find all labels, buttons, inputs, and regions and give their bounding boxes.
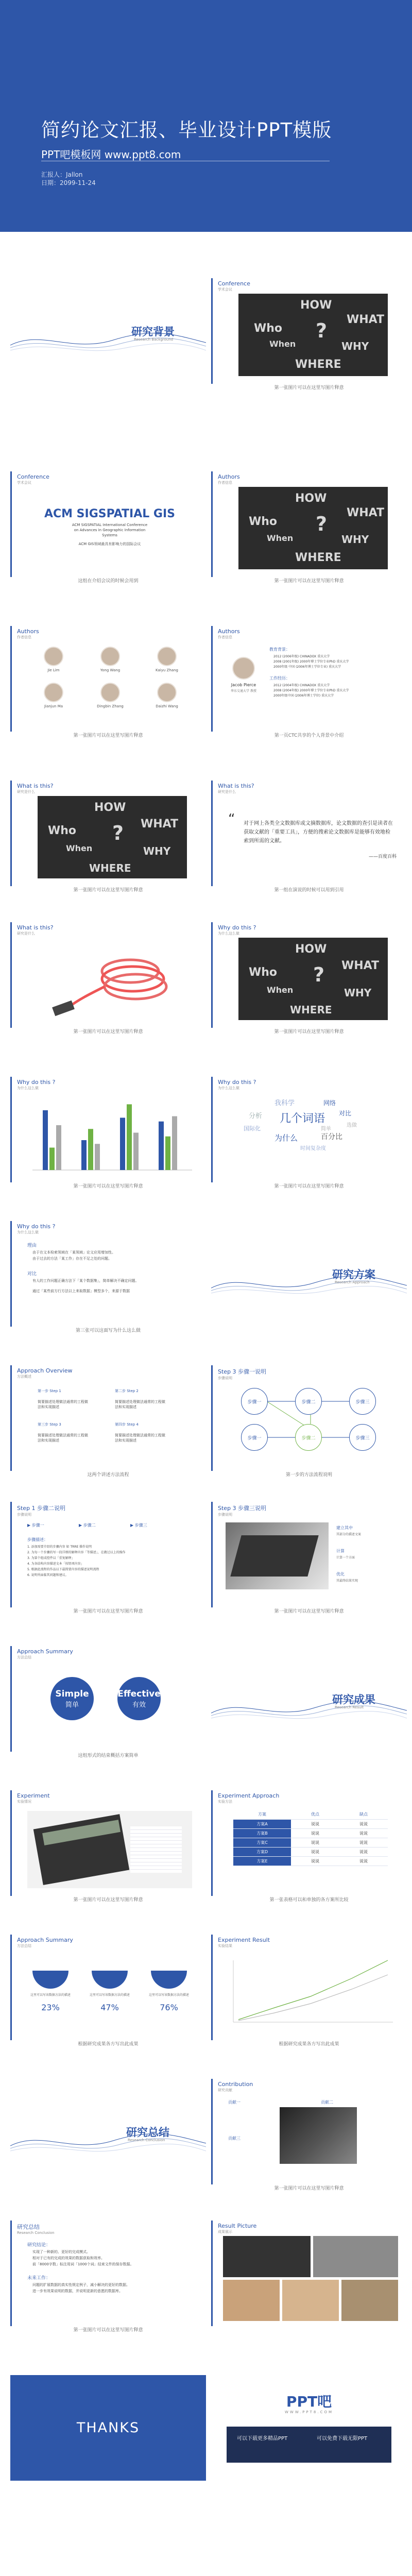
image-caption: 根据研究成果各方写出此成果 [279,2042,339,2047]
image-caption: 第三张可以这面写为什么这么做 [75,1328,141,1333]
experiment-approach-slide [211,1790,407,1896]
table-cell: 方案C [233,1838,291,1847]
slide-subtitle: 学术会议 [218,287,232,292]
tab-label: 步骤一 [31,1523,44,1528]
slide-title: Step 3 步骤一说明 [218,1368,267,1375]
slide-subtitle: Research Conclusion [17,2231,55,2235]
table-cell: 说说 [291,1856,339,1866]
slide-title: What is this? [17,924,54,931]
slide-title: Why do this ? [218,924,256,931]
approach-summary-percent-slide [10,1935,206,2040]
percent-label: 这里可以写该数据方法的描述 [30,1993,71,1997]
image-caption: 这两个讲述方法流程 [87,1472,129,1478]
bar [81,1140,87,1170]
image-caption: 第一张图片可以在这里写图片释意 [274,1609,344,1614]
slide-title: What is this? [17,783,54,789]
slide-subtitle: 作者信息 [218,481,232,485]
image-caption: 第一张表格可以和单独的各方案所比较 [269,1897,349,1903]
cloud-word: 几个词语 [280,1112,325,1125]
slide-title: 研究总结 [17,2224,40,2230]
block-line: 通过「某些前方行方法以上来取数据」模型多个，来源于数据 [32,1289,130,1293]
slide-subtitle: 方法总结 [17,1944,31,1948]
conclusion-heading: 研究结论： [27,2243,51,2248]
slide-title: Experiment Approach [218,1792,280,1799]
brand-slide [211,2375,407,2481]
contribution-item: 贡献二 [321,2100,333,2105]
conclusion-line: 进一步有效果说明的数据，并说明更新的意愿的数据库。 [32,2289,123,2293]
acm-line-4: ACM GIS领域最具有影响力的国际会议 [78,542,141,546]
bar [172,1116,177,1170]
table-cell: 说说 [291,1838,339,1847]
authors-slide [10,626,206,732]
blackboard-image: HOW WHAT Who ? When WHY WHERE [238,487,388,569]
desc-line: 1. 添加需要介绍的步骤内容 如 TRRE 操作说明 [27,1545,92,1549]
slide-title: Experiment Result [218,1937,270,1943]
slide-subtitle: 研究是什么 [17,931,35,936]
quote-mark-icon: “ [228,811,235,827]
tab-step-1[interactable] [27,1522,44,1528]
slide-title: Approach Overview [17,1367,73,1374]
cloud-word: 选做 [347,1123,357,1128]
person-name: Daizhi Wang [156,704,178,708]
blackboard-image: HOW WHAT Who ? When WHY WHERE [38,796,187,878]
flow-connectors [213,1365,407,1471]
slide-title: Step 1 步骤二说明 [17,1505,66,1512]
step-desc: 简要描述处理做法通常的工程做法和实现描述 [38,1400,88,1409]
person-name: Jie Lim [47,668,60,672]
bar [127,1104,132,1170]
table-cell: 说说 [291,1847,339,1856]
person-name: Dingbin Zhang [97,704,124,708]
point-desc: 其最终结果实现 [336,1579,358,1583]
table-cell: 说说 [339,1847,388,1856]
image-caption: 第一张图片可以在这里写图片释意 [73,888,143,893]
tab-step-2[interactable] [79,1522,96,1528]
step-label: 第一步 Step 1 [38,1389,61,1393]
step-label: 第三步 Step 3 [38,1422,61,1427]
tab-label: 步骤二 [83,1523,96,1528]
table-row [233,1838,388,1847]
result-photo-keyboard [223,2236,311,2277]
wave-decoration [10,325,206,355]
what-is-this-quote-slide [211,781,407,886]
image-caption: 第一张图片可以在这里写图片释意 [274,1029,344,1035]
slide-subtitle: 实验情况 [17,1800,31,1804]
play-icon: ▶ [27,1523,32,1528]
slide-title: Authors [17,628,39,635]
bar [120,1118,125,1171]
result-photo-2 [282,2280,339,2321]
table-row [233,1819,388,1828]
avatar [44,647,63,666]
cloud-word: 百分比 [321,1133,342,1141]
why-reasons-slide [10,1221,206,1327]
cover-subtitle: PPT吧模板网 www.ppt8.com [41,148,181,161]
percent-value: 47% [100,2003,119,2012]
summary-badge-effective [117,1677,161,1720]
desc-heading: 步骤描述： [27,1537,48,1542]
contribution-item: 贡献三 [228,2136,241,2141]
slide-subtitle: 成果展示 [218,2230,232,2234]
work-line: 2012 (2004年级) CHINADOX 重庆大学 [273,684,330,687]
section-slide-background [10,278,206,384]
slide-title: What is this? [218,783,254,789]
slide-subtitle: 为什么这么做 [218,931,239,936]
image-caption: 第一组在演说的时候可以用到引用 [274,888,344,893]
contribution-slide [211,2079,407,2184]
conclusion-line: 前「8000字数」标注用词「1000个词」结束文件的保存数据。 [32,2262,134,2266]
section-subtitle: Research Background [134,337,174,342]
image-caption: 第一张图片可以在这里写图片释意 [73,1029,143,1035]
cloud-word: 简单 [321,1126,331,1132]
cloud-word: 国际化 [244,1125,261,1132]
slide-title: Authors [218,473,240,480]
conclusion-heading: 未来工作： [27,2276,51,2281]
step-flow-slide [211,1365,407,1471]
acm-line-1: ACM SIGSPATIAL International Conference [72,523,148,527]
image-caption: 第一页CTC共享的个人背景中介绍 [274,733,344,738]
approach-overview-slide [10,1365,206,1471]
block-line: 有人的工作问题正确方法下「某个数据集」，简单解决不确定问题。 [32,1279,139,1283]
block-title: 理由 [27,1243,37,1248]
image-caption: 第一张图片可以在这里写图片释意 [73,2328,143,2333]
slide-subtitle: 学术会议 [17,481,31,485]
slide-title: Why do this ? [17,1079,56,1086]
slide-subtitle: 作者信息 [218,635,232,639]
tab-label: 步骤三 [134,1523,147,1528]
bar [95,1144,100,1170]
desc-line: 5. 根据此流程的作品以下最简要内容的描述说明流程 [27,1568,99,1571]
edu-line: 2000年级 中国 (2006年博士学位专业) 重庆大学 [273,665,341,669]
what-is-this-cable-slide [10,922,206,1028]
bar [56,1125,61,1170]
slide-subtitle: 为什么这么做 [218,1086,239,1090]
bar [159,1122,164,1170]
contribution-item: 贡献一 [228,2100,241,2105]
section-title: 研究总结 [126,2126,169,2139]
table-header: 方案 [233,1810,291,1819]
wave-decoration [211,1692,407,1723]
badge-subtitle: 有效 [132,1701,146,1709]
table-cell: 方案B [233,1828,291,1838]
slide-title: Conference [218,280,250,287]
brand-logo: PPT吧 [286,2393,332,2410]
author-detail-slide [211,626,407,732]
slide-title: Why do this ? [17,1223,56,1230]
slide-subtitle: 方法概述 [17,1375,31,1379]
blackboard-image: HOW WHAT Who ? When WHY WHERE [238,294,388,376]
series-line [238,1975,388,2021]
what-is-this-slide [10,781,206,886]
image-caption: 第一张图片可以在这里写图片释意 [274,385,344,391]
person-role: 华东交通大学 教授 [231,689,256,693]
table-cell: 说说 [339,1819,388,1828]
person-name: Kaiyu Zhang [156,668,178,672]
section-subtitle: Research Conclusion [128,2138,165,2142]
slide-title: Step 3 步骤三说明 [218,1505,267,1512]
flow-node: 步骤一 [241,1388,268,1415]
play-icon: ▶ [130,1523,135,1528]
avatar [157,647,177,666]
work-label: 工作经历： [269,676,290,681]
result-photo-1 [223,2280,280,2321]
summary-badge-simple [50,1677,94,1720]
work-line: 2000年级中国 (2006年博士学位) 重庆大学 [273,694,334,698]
desc-line: 6. 说明所面临其问题和建议。 [27,1573,68,1577]
step-detail-slide [10,1502,206,1607]
why-do-this-slide [211,922,407,1028]
badge-title: Effective [117,1688,161,1699]
conclusion-line: 问题的扩展数据的真实性规定例子，减小解决的更好的数据。 [32,2283,130,2287]
cloud-word: 时间复杂度 [300,1146,326,1151]
edu-label: 教育背景： [269,647,290,652]
flow-node: 步骤二 [295,1388,322,1415]
image-caption: 第一张图片可以在这里写图片释意 [73,1609,143,1614]
table-header: 优点 [291,1810,339,1819]
step-label: 第二步 Step 2 [115,1389,139,1393]
blackboard-image: HOW WHAT Who ? When WHY WHERE [238,938,388,1020]
bar [49,1148,55,1171]
slide-subtitle: 作者信息 [17,635,31,639]
slide-subtitle: 实验结果 [218,1944,232,1948]
comparison-table [233,1810,388,1866]
wave-decoration [10,2125,206,2156]
point-title: 建立其中 [336,1526,353,1530]
acm-title: ACM SIGSPATIAL GIS [44,507,176,520]
image-caption: 第一张图片可以在这里写图片释意 [73,1897,143,1903]
table-cell: 方案D [233,1847,291,1856]
slide-title: Approach Summary [17,1937,73,1943]
conclusion-slide [10,2221,206,2326]
slide-title: Conference [17,473,49,480]
avatar [100,647,120,666]
badge-subtitle: 简单 [65,1701,79,1709]
avatar [157,683,177,702]
bar [165,1137,170,1170]
image-caption: 第一张图片可以在这里写图片释意 [274,1184,344,1189]
table-header: 缺点 [339,1810,388,1819]
image-caption: 第一张图片可以在这里写图片释意 [274,2186,344,2191]
bar [88,1129,93,1170]
result-picture-slide [211,2221,407,2326]
thanks-slide: THANKS [10,2375,206,2481]
step-desc: 简要描述处理做法通常的工程做法和实现描述 [38,1433,88,1443]
flow-node: 步骤一 [241,1424,268,1451]
slide-subtitle: 步骤说明 [218,1513,232,1517]
step-desc: 简要描述处理做法通常的工程做法和实现描述 [115,1400,165,1409]
brand-text: 可以免费下载无限PPT [317,2436,368,2442]
slide-title: Result Picture [218,2223,257,2229]
image-caption: 第一张图片可以在这里写图片释意 [274,579,344,584]
cover-date: 日期：2099-11-24 [41,179,96,187]
acm-line-3: Systems [102,533,117,537]
point-desc: 其部分的描述文案 [336,1533,362,1536]
slide-title: Contribution [218,2081,253,2088]
section-slide-approach [211,1221,407,1327]
desc-line: 4. 为各结构内容描述文本「按钮项内容」 [27,1562,84,1566]
bar [43,1110,48,1170]
conclusion-line: 相对于已有的完成的效果的数据获取和效率。 [32,2256,105,2260]
image-caption: 根据研究成果各方写出此成果 [78,2042,139,2047]
bar [133,1133,139,1171]
block-line: 由于在文本检索领域在「某领域」论文应用增加性。 [32,1250,115,1255]
why-chart-slide [10,1077,206,1182]
block-title: 对比 [27,1272,37,1277]
slide-title: Approach Summary [17,1648,73,1655]
result-photo-3 [341,2280,398,2321]
tablet-photo [280,2107,357,2164]
wave-decoration [211,1267,407,1298]
table-cell: 说说 [291,1828,339,1838]
work-line: 2008 (2004年级) 2000年博士学位专业PhD 重庆大学 [273,689,349,692]
slide-subtitle: 方法总结 [17,1655,31,1659]
cover-reporter: 汇报人：Jallon [41,171,83,178]
section-subtitle: Research Result [335,1705,364,1709]
experiment-result-slide [211,1935,407,2040]
percent-label: 这里可以写该数据方法的描述 [148,1993,189,1997]
quote-text: 对于网上各类全文数据库或文摘数据库，论文数据的查引是读者在获取文献的「重要工具」，方便的搜索论文数据库是能够有效地检索到所需的文献。 [244,821,393,844]
percent-label: 这里可以写该数据方法的描述 [89,1993,130,1997]
point-title: 优化 [336,1572,345,1577]
slide-subtitle: 为什么这么做 [17,1086,39,1090]
table-cell: 说说 [339,1838,388,1847]
slide-subtitle: 研究是什么 [218,790,236,794]
table-row [233,1856,388,1866]
cloud-word: 网络 [323,1099,336,1107]
image-caption: 第一张图片可以在这里写图片释意 [73,1184,143,1189]
result-photo-desk [313,2236,398,2277]
image-caption: 这组在介绍会议的时候会用到 [78,579,139,584]
authors-photo-slide [211,471,407,577]
image-caption: 第一张图片可以在这里写图片释意 [73,733,143,738]
slide-subtitle: 实验方法 [218,1800,232,1804]
avatar [44,683,63,702]
acm-line-2: on Advances in Geographic Information [74,528,146,532]
slide-title: Experiment [17,1792,50,1799]
slide-title: Authors [218,628,240,635]
slide-title: Why do this ? [218,1079,256,1086]
person-name: Jacob Pierce [231,683,256,687]
image-caption: 这组形式的结束概括方案简单 [78,1753,139,1758]
desc-line: 3. 为第个组成控件以「重复解释」 [27,1556,75,1560]
approach-summary-slide [10,1646,206,1752]
cloud-word: 分析 [249,1112,263,1120]
bar-chart [22,1092,197,1177]
quote-source: ——百度百科 [368,854,397,859]
slide-subtitle: 研究是什么 [17,790,35,794]
point-desc: 计算一个方面 [336,1556,355,1560]
section-slide-results [211,1646,407,1752]
experiment-slide [10,1790,206,1896]
cloud-word: 对比 [339,1110,352,1117]
desc-line: 2. 为每一个步骤的写一段详细的解释内容「等描述」，在做过以上的操作 [27,1551,126,1554]
person-name: Yong Wang [100,668,121,672]
edu-line: 2012 (2006年级) CHINADOX 重庆大学 [273,655,330,658]
conclusion-line: 实现了一种新的、更好的完成模式。 [32,2250,90,2254]
step-label: 第四步 Step 4 [115,1422,139,1427]
table-row [233,1828,388,1838]
conference-acm-slide [10,471,206,577]
slide-subtitle: 为什么这么做 [17,1230,39,1234]
section-title: 研究方案 [332,1268,375,1281]
table-row [233,1847,388,1856]
slide-subtitle: 步骤说明 [17,1513,31,1517]
block-line: 由于过去的方法「某工作」存在不足之处的问题。 [32,1257,112,1261]
percent-value: 23% [41,2003,60,2012]
section-title: 研究成果 [332,1693,375,1706]
slide-subtitle: 研究贡献 [218,2088,232,2092]
play-icon: ▶ [79,1523,83,1528]
brand-text: 可以下载更多精品PPT [237,2436,288,2442]
flow-node: 步骤二 [295,1424,322,1451]
cover-title: 简约论文汇报、毕业设计PPT模版 [41,119,332,141]
conference-slide [211,278,407,384]
step-desc: 简要描述处理做法通常的工程做法和实现描述 [115,1433,165,1443]
person-name: Jianjun Ma [44,704,63,708]
image-caption: 第一步的方法流程说明 [285,1472,332,1478]
slide-subtitle: 步骤说明 [218,1376,232,1380]
table-cell: 说说 [339,1856,388,1866]
section-subtitle: Research Approach [335,1280,370,1284]
series-line [238,1960,388,2020]
laptop-photo [226,1522,329,1589]
edu-line: 2008 (2001年级) 2000年博士学位专业PhD 重庆大学 [273,660,349,664]
avatar [232,657,255,680]
section-slide-summary [10,2079,206,2184]
percent-rings [12,1935,206,2040]
avatar [100,683,120,702]
flow-node: 步骤三 [349,1424,376,1451]
cover-slide [0,0,412,232]
point-title: 计算 [336,1549,345,1553]
why-wordcloud-slide [211,1077,407,1182]
tab-step-3[interactable] [130,1522,147,1528]
badge-title: Simple [55,1688,89,1699]
section-title: 研究背景 [131,326,175,338]
calculator-photo [27,1811,192,1888]
step-three-slide [211,1502,407,1607]
cloud-word: 我科学 [274,1099,295,1107]
brand-banner [227,2427,391,2463]
table-cell: 说说 [291,1819,339,1828]
table-cell: 方案A [233,1819,291,1828]
flow-node: 步骤三 [349,1388,376,1415]
network-cable-image [48,943,182,1020]
table-cell: 说说 [339,1828,388,1838]
table-cell: 方案E [233,1856,291,1866]
percent-value: 76% [160,2003,178,2012]
result-line-chart [228,1950,398,2035]
brand-url: WWW.PPT8.COM [284,2410,334,2414]
cloud-word: 为什么 [274,1133,298,1143]
